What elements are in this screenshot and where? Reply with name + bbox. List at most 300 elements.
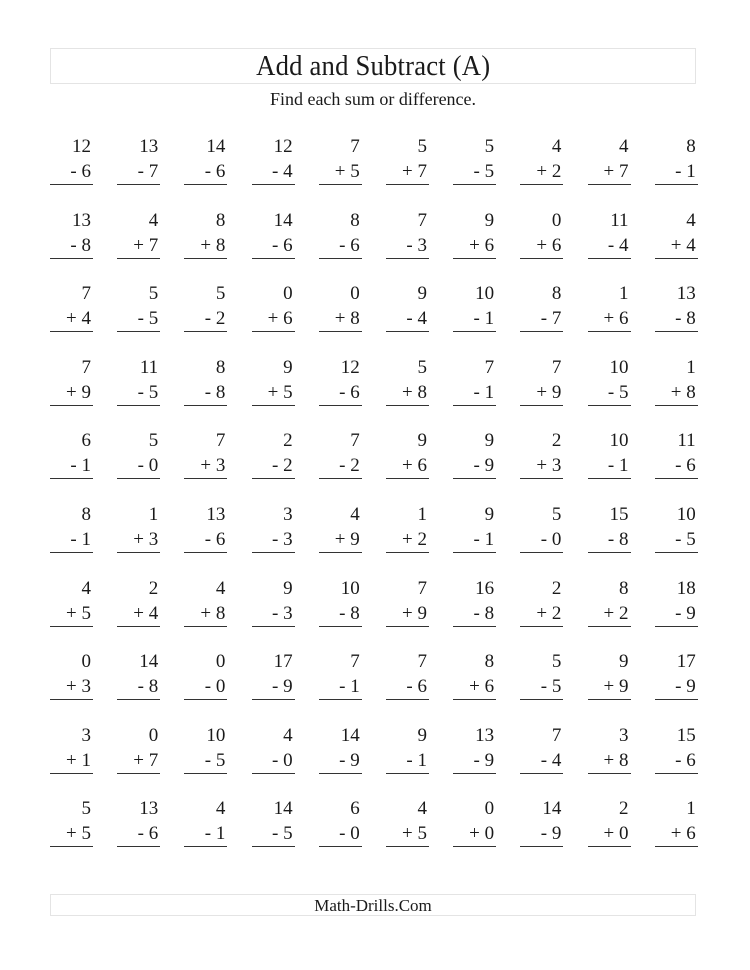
bottom-number: 6 — [283, 234, 293, 256]
bottom-operand — [66, 603, 91, 625]
problem-item — [117, 725, 160, 781]
answer-line — [588, 846, 631, 847]
problem-item — [252, 136, 295, 192]
top-operand: 4 — [350, 503, 360, 525]
problem-item — [184, 210, 227, 266]
bottom-operand — [402, 455, 427, 477]
answer-line — [117, 626, 160, 627]
problem-item — [588, 136, 631, 192]
problem-item — [386, 798, 429, 854]
operator-sign: + — [469, 676, 480, 698]
bottom-operand — [200, 235, 225, 257]
top-operand: 3 — [619, 724, 629, 746]
problem-item — [252, 210, 295, 266]
answer-line — [50, 405, 93, 406]
problem-item — [319, 430, 362, 486]
top-operand: 5 — [81, 798, 91, 820]
top-operand: 10 — [475, 283, 495, 305]
problem-item — [184, 430, 227, 486]
bottom-number: 6 — [350, 234, 360, 256]
bottom-number: 1 — [350, 676, 360, 698]
bottom-number: 9 — [283, 676, 293, 698]
operator-sign: - — [540, 308, 548, 330]
bottom-operand — [70, 529, 91, 551]
top-operand: 14 — [340, 724, 360, 746]
problem-item — [655, 136, 698, 192]
top-operand: 15 — [676, 724, 696, 746]
bottom-operand — [536, 455, 561, 477]
answer-line — [252, 626, 295, 627]
bottom-operand — [406, 308, 427, 330]
bottom-operand — [608, 529, 629, 551]
top-operand: 14 — [139, 651, 159, 673]
problem-item — [453, 504, 496, 560]
problem-item — [252, 504, 295, 560]
answer-line — [655, 699, 698, 700]
bottom-number: 1 — [484, 528, 495, 550]
top-operand: 7 — [81, 356, 91, 378]
problem-item — [117, 283, 160, 339]
problem-item — [588, 578, 631, 634]
problem-item — [588, 357, 631, 413]
bottom-number: 4 — [81, 308, 91, 330]
operator-sign: - — [204, 749, 212, 771]
bottom-operand — [675, 161, 696, 183]
bottom-operand — [675, 455, 696, 477]
bottom-number: 9 — [484, 749, 495, 771]
bottom-number: 7 — [148, 749, 159, 771]
operator-sign: - — [204, 676, 212, 698]
bottom-operand — [402, 382, 427, 404]
operator-sign: - — [406, 234, 413, 256]
bottom-number: 1 — [215, 823, 226, 845]
answer-line — [252, 258, 295, 259]
bottom-number: 6 — [417, 676, 427, 698]
bottom-number: 9 — [350, 749, 360, 771]
bottom-operand — [671, 382, 696, 404]
top-operand: 14 — [273, 798, 293, 820]
answer-line — [386, 405, 429, 406]
bottom-operand — [402, 529, 427, 551]
operator-sign: - — [473, 381, 480, 403]
problem-item — [655, 357, 698, 413]
answer-line — [319, 184, 362, 185]
problem-item — [319, 357, 362, 413]
bottom-operand — [335, 308, 360, 330]
operator-sign: - — [70, 455, 77, 477]
operator-sign: + — [401, 602, 413, 624]
bottom-number: 8 — [350, 602, 360, 624]
bottom-operand — [406, 235, 427, 257]
bottom-operand — [138, 382, 159, 404]
top-operand: 5 — [417, 356, 427, 378]
bottom-number: 3 — [215, 455, 226, 477]
answer-line — [117, 552, 160, 553]
bottom-operand — [604, 161, 629, 183]
top-operand: 2 — [551, 577, 562, 599]
problem-item — [117, 430, 160, 486]
bottom-operand — [604, 676, 629, 698]
problem-item — [50, 136, 93, 192]
operator-sign: - — [473, 455, 480, 477]
answer-line — [520, 331, 563, 332]
problem-item — [252, 357, 295, 413]
bottom-number: 0 — [484, 823, 495, 845]
operator-sign: - — [204, 381, 212, 403]
answer-line — [50, 773, 93, 774]
bottom-number: 0 — [551, 528, 562, 550]
operator-sign: + — [670, 381, 682, 403]
bottom-operand — [469, 676, 494, 698]
problem-item — [453, 357, 496, 413]
operator-sign: - — [271, 161, 279, 182]
bottom-operand — [541, 529, 562, 551]
bottom-operand — [541, 750, 562, 772]
operator-sign: + — [334, 161, 346, 182]
answer-line — [319, 699, 362, 700]
top-operand: 1 — [686, 356, 696, 378]
footer-brand: Math-Drills.Com — [314, 895, 432, 915]
top-operand: 6 — [81, 430, 91, 452]
operator-sign: + — [670, 823, 682, 845]
top-operand: 10 — [609, 430, 629, 452]
problem-item — [184, 725, 227, 781]
bottom-operand — [541, 308, 562, 330]
bottom-number: 3 — [417, 234, 427, 256]
operator-sign: - — [204, 308, 212, 330]
bottom-number: 7 — [619, 161, 629, 182]
bottom-number: 8 — [686, 308, 696, 330]
bottom-operand — [272, 823, 293, 845]
answer-line — [50, 258, 93, 259]
operator-sign: + — [401, 381, 413, 403]
operator-sign: - — [675, 528, 682, 550]
bottom-number: 3 — [81, 676, 91, 698]
problem-item — [50, 210, 93, 266]
top-operand: 1 — [686, 798, 696, 820]
answer-line — [520, 773, 563, 774]
problem-item — [655, 798, 698, 854]
answer-line — [184, 331, 227, 332]
problem-item — [117, 357, 160, 413]
bottom-number: 6 — [686, 823, 696, 845]
top-operand: 7 — [350, 651, 360, 673]
bottom-number: 9 — [551, 381, 562, 403]
bottom-number: 6 — [551, 234, 562, 256]
problem-item — [655, 725, 698, 781]
operator-sign: + — [469, 234, 480, 256]
answer-line — [520, 405, 563, 406]
operator-sign: - — [406, 308, 413, 330]
problem-item — [588, 798, 631, 854]
top-operand: 7 — [484, 356, 495, 378]
operator-sign: - — [675, 455, 682, 477]
bottom-number: 8 — [619, 528, 629, 550]
bottom-number: 3 — [551, 455, 562, 477]
problem-item — [117, 210, 160, 266]
answer-line — [588, 184, 631, 185]
problem-item — [588, 283, 631, 339]
operator-sign: + — [536, 381, 548, 403]
answer-line — [184, 258, 227, 259]
problem-grid — [50, 136, 698, 854]
answer-line — [453, 699, 496, 700]
answer-line — [655, 552, 698, 553]
problem-item — [50, 578, 93, 634]
operator-sign: - — [204, 528, 212, 550]
bottom-number: 5 — [215, 749, 226, 771]
operator-sign: - — [339, 455, 346, 477]
answer-line — [655, 846, 698, 847]
bottom-number: 2 — [417, 528, 427, 550]
problem-item — [386, 725, 429, 781]
answer-line — [588, 773, 631, 774]
bottom-operand — [604, 603, 629, 625]
answer-line — [184, 478, 227, 479]
operator-sign: + — [334, 308, 346, 330]
top-operand: 1 — [148, 503, 159, 525]
operator-sign: + — [603, 676, 615, 698]
answer-line — [588, 626, 631, 627]
bottom-number: 9 — [484, 455, 495, 477]
operator-sign: - — [473, 161, 480, 182]
top-operand: 12 — [72, 136, 91, 157]
answer-line — [655, 331, 698, 332]
bottom-number: 0 — [619, 823, 629, 845]
bottom-number: 8 — [215, 602, 226, 624]
top-operand: 3 — [81, 724, 91, 746]
top-operand: 13 — [139, 136, 159, 157]
answer-line — [520, 478, 563, 479]
bottom-number: 4 — [686, 234, 696, 256]
answer-line — [252, 552, 295, 553]
problem-item — [453, 578, 496, 634]
answer-line — [50, 331, 93, 332]
answer-line — [588, 552, 631, 553]
top-operand: 14 — [542, 798, 562, 820]
problem-item — [386, 504, 429, 560]
answer-line — [50, 846, 93, 847]
bottom-number: 6 — [619, 308, 629, 330]
bottom-operand — [66, 676, 91, 698]
bottom-operand — [272, 235, 293, 257]
bottom-number: 7 — [417, 161, 427, 182]
bottom-number: 6 — [686, 749, 696, 771]
bottom-number: 2 — [619, 602, 629, 624]
bottom-operand — [205, 823, 226, 845]
top-operand: 8 — [215, 209, 226, 231]
problem-item — [50, 504, 93, 560]
problem-item — [252, 651, 295, 707]
top-operand: 5 — [551, 503, 562, 525]
bottom-number: 9 — [619, 676, 629, 698]
bottom-number: 6 — [484, 676, 495, 698]
bottom-operand — [406, 676, 427, 698]
answer-line — [386, 258, 429, 259]
top-operand: 9 — [484, 209, 495, 231]
bottom-number: 4 — [619, 234, 629, 256]
top-operand: 11 — [677, 430, 696, 452]
answer-line — [184, 184, 227, 185]
operator-sign: - — [339, 234, 346, 256]
bottom-operand — [469, 235, 494, 257]
operator-sign: - — [339, 749, 346, 771]
top-operand: 5 — [148, 283, 159, 305]
bottom-number: 0 — [350, 823, 360, 845]
answer-line — [184, 552, 227, 553]
answer-line — [386, 846, 429, 847]
answer-line — [184, 626, 227, 627]
top-operand: 9 — [417, 724, 427, 746]
operator-sign: + — [133, 749, 144, 771]
bottom-operand — [339, 235, 360, 257]
bottom-operand — [339, 676, 360, 698]
problem-item — [588, 210, 631, 266]
bottom-operand — [671, 823, 696, 845]
top-operand: 5 — [484, 136, 495, 157]
answer-line — [453, 626, 496, 627]
bottom-number: 5 — [283, 823, 293, 845]
bottom-operand — [604, 750, 629, 772]
problem-item — [520, 504, 563, 560]
top-operand: 18 — [676, 577, 696, 599]
top-operand: 8 — [350, 209, 360, 231]
problem-item — [520, 725, 563, 781]
operator-sign: + — [334, 528, 346, 550]
operator-sign: - — [473, 602, 480, 624]
operator-sign: - — [406, 676, 413, 698]
top-operand: 4 — [686, 209, 696, 231]
top-operand: 13 — [475, 724, 495, 746]
problem-item — [453, 210, 496, 266]
problem-item — [520, 283, 563, 339]
operator-sign: + — [133, 602, 144, 624]
operator-sign: - — [540, 749, 548, 771]
bottom-operand — [66, 750, 91, 772]
answer-line — [655, 626, 698, 627]
answer-line — [252, 478, 295, 479]
bottom-operand — [66, 308, 91, 330]
bottom-operand — [604, 823, 629, 845]
top-operand: 4 — [215, 798, 226, 820]
problem-item — [319, 136, 362, 192]
top-operand: 7 — [417, 209, 427, 231]
bottom-number: 8 — [215, 234, 226, 256]
bottom-number: 9 — [417, 602, 427, 624]
answer-line — [655, 773, 698, 774]
problem-item — [252, 725, 295, 781]
top-operand: 5 — [417, 136, 427, 157]
bottom-operand — [272, 455, 293, 477]
answer-line — [319, 405, 362, 406]
problem-item — [655, 430, 698, 486]
top-operand: 15 — [609, 503, 629, 525]
top-operand: 13 — [676, 283, 696, 305]
problem-item — [184, 651, 227, 707]
bottom-operand — [608, 382, 629, 404]
bottom-number: 6 — [417, 455, 427, 477]
bottom-operand — [205, 676, 226, 698]
bottom-operand — [66, 823, 91, 845]
top-operand: 7 — [215, 430, 226, 452]
answer-line — [50, 626, 93, 627]
top-operand: 4 — [283, 724, 293, 746]
bottom-number: 8 — [417, 381, 427, 403]
problem-item — [520, 357, 563, 413]
answer-line — [184, 773, 227, 774]
answer-line — [319, 552, 362, 553]
answer-line — [319, 846, 362, 847]
bottom-operand — [272, 529, 293, 551]
problem-item — [252, 578, 295, 634]
operator-sign: - — [137, 676, 144, 698]
bottom-operand — [604, 308, 629, 330]
top-operand: 14 — [273, 209, 293, 231]
bottom-operand — [474, 382, 495, 404]
problem-item — [453, 283, 496, 339]
answer-line — [453, 478, 496, 479]
top-operand: 7 — [350, 430, 360, 452]
top-operand: 0 — [148, 724, 159, 746]
problem-item — [520, 651, 563, 707]
bottom-number: 5 — [148, 381, 159, 403]
operator-sign: - — [70, 161, 77, 182]
top-operand: 13 — [139, 798, 159, 820]
problem-item — [453, 136, 496, 192]
operator-sign: + — [401, 455, 413, 477]
operator-sign: + — [66, 823, 77, 845]
bottom-operand — [339, 750, 360, 772]
answer-line — [386, 626, 429, 627]
bottom-operand — [675, 750, 696, 772]
problem-item — [184, 504, 227, 560]
answer-line — [184, 405, 227, 406]
bottom-number: 1 — [619, 455, 629, 477]
top-operand: 0 — [81, 651, 91, 673]
operator-sign: + — [267, 381, 279, 403]
bottom-number: 6 — [350, 381, 360, 403]
top-operand: 4 — [81, 577, 91, 599]
answer-line — [386, 552, 429, 553]
worksheet-title: Add and Subtract (A) — [255, 49, 491, 82]
bottom-operand — [138, 823, 159, 845]
answer-line — [453, 552, 496, 553]
problem-item — [319, 651, 362, 707]
answer-line — [520, 552, 563, 553]
top-operand: 9 — [484, 430, 495, 452]
bottom-operand — [205, 529, 226, 551]
bottom-operand — [205, 750, 226, 772]
bottom-number: 5 — [81, 823, 91, 845]
bottom-number: 2 — [350, 455, 360, 477]
operator-sign: + — [66, 749, 77, 771]
instructions: Find each sum or difference. — [269, 89, 477, 109]
top-operand: 8 — [484, 651, 495, 673]
bottom-number: 6 — [283, 308, 293, 330]
bottom-operand — [402, 161, 427, 183]
operator-sign: + — [200, 455, 212, 477]
answer-line — [117, 846, 160, 847]
answer-line — [655, 405, 698, 406]
top-operand: 4 — [215, 577, 226, 599]
answer-line — [588, 331, 631, 332]
bottom-operand — [200, 603, 225, 625]
problem-item — [184, 136, 227, 192]
top-operand: 0 — [350, 283, 360, 305]
bottom-operand — [675, 308, 696, 330]
answer-line — [453, 331, 496, 332]
top-operand: 9 — [417, 430, 427, 452]
